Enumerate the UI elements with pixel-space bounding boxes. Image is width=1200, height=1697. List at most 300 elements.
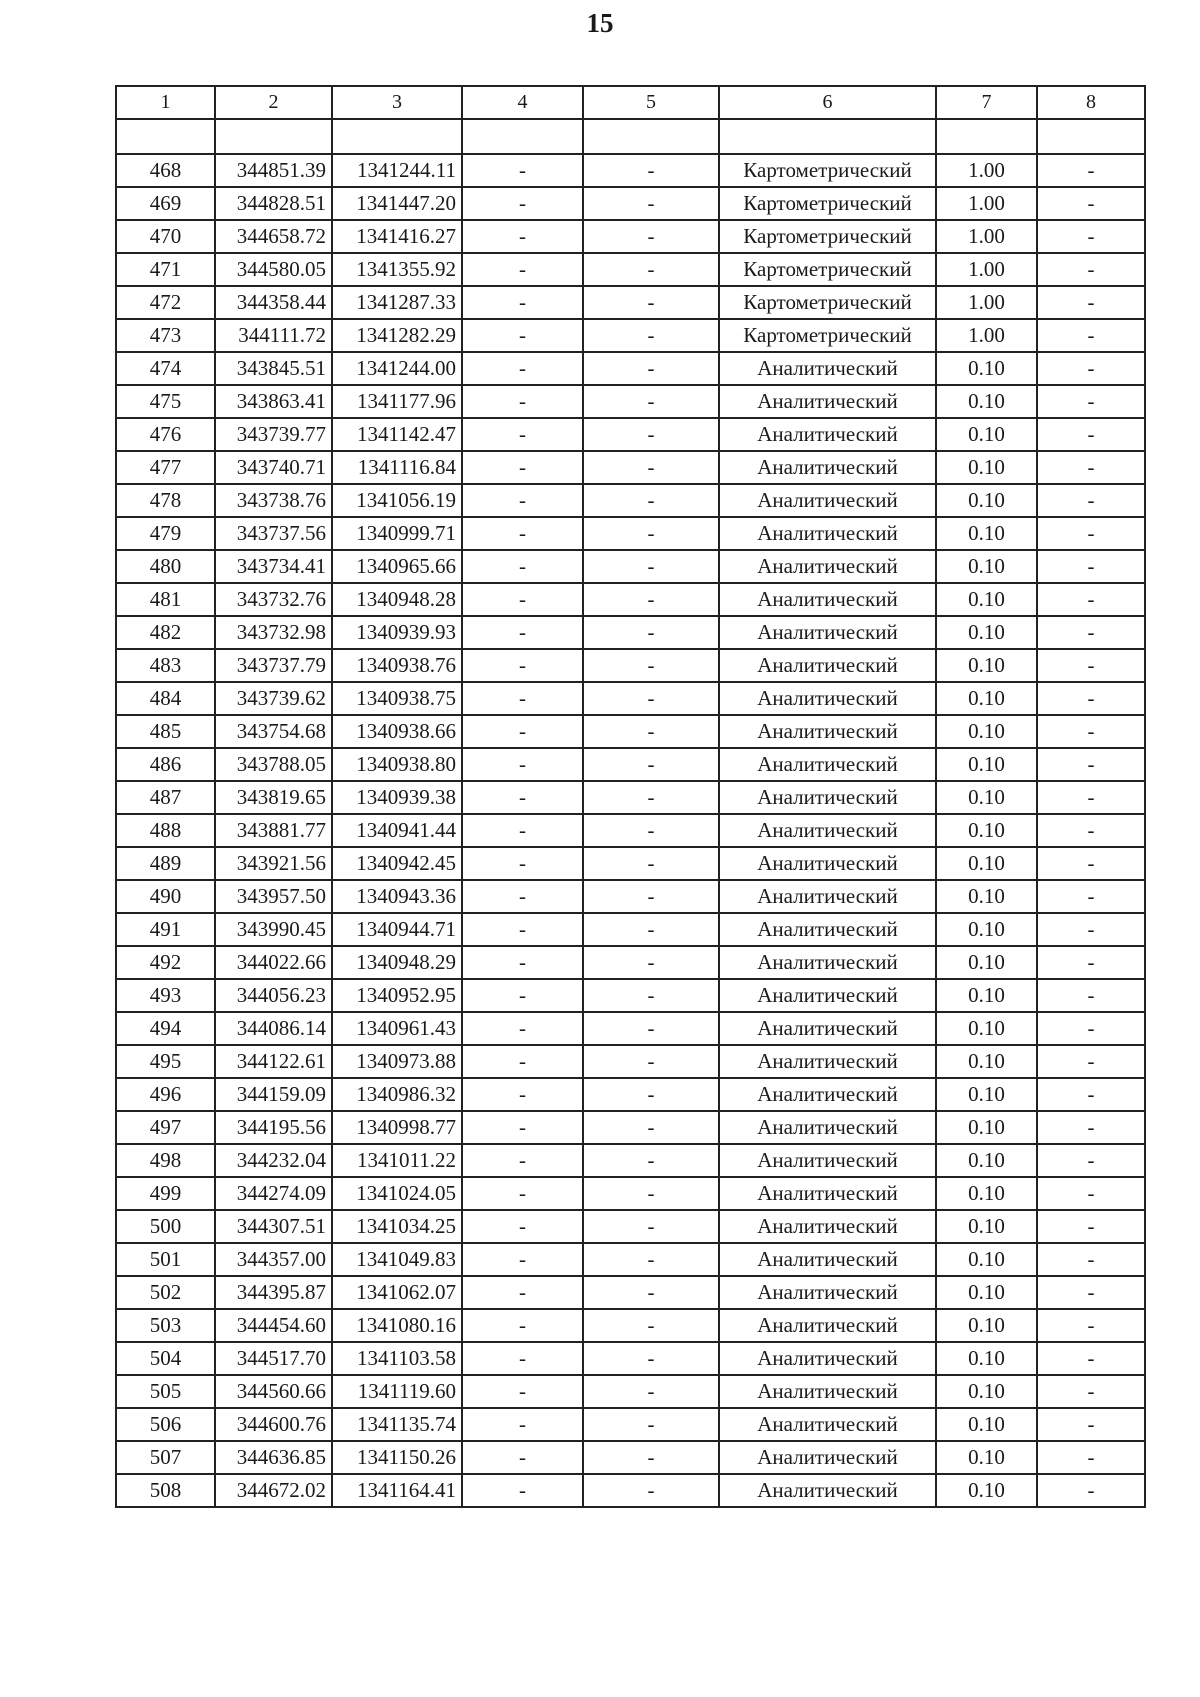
method-cell: Аналитический [719, 1144, 936, 1177]
point-number-cell: 480 [116, 550, 215, 583]
table-row [116, 1078, 1145, 1111]
x-coordinate-cell: 343845.51 [215, 352, 332, 385]
x-coordinate-cell: 343737.56 [215, 517, 332, 550]
accuracy-cell: 0.10 [936, 979, 1037, 1012]
method-cell: Аналитический [719, 616, 936, 649]
point-number-cell: 496 [116, 1078, 215, 1111]
col8-cell: - [1037, 220, 1145, 253]
x-coordinate-cell: 343863.41 [215, 385, 332, 418]
method-cell: Аналитический [719, 1177, 936, 1210]
accuracy-cell: 0.10 [936, 946, 1037, 979]
table-row [116, 1111, 1145, 1144]
table-row [116, 385, 1145, 418]
col5-cell: - [583, 748, 719, 781]
empty-cell [332, 119, 462, 154]
col4-cell: - [462, 319, 583, 352]
col5-cell: - [583, 484, 719, 517]
accuracy-cell: 0.10 [936, 418, 1037, 451]
x-coordinate-cell: 344672.02 [215, 1474, 332, 1507]
point-number-cell: 479 [116, 517, 215, 550]
y-coordinate-cell: 1340943.36 [332, 880, 462, 913]
table-row [116, 979, 1145, 1012]
accuracy-cell: 1.00 [936, 187, 1037, 220]
y-coordinate-cell: 1340999.71 [332, 517, 462, 550]
accuracy-cell: 0.10 [936, 814, 1037, 847]
x-coordinate-cell: 344122.61 [215, 1045, 332, 1078]
accuracy-cell: 0.10 [936, 550, 1037, 583]
point-number-cell: 507 [116, 1441, 215, 1474]
point-number-cell: 502 [116, 1276, 215, 1309]
x-coordinate-cell: 344195.56 [215, 1111, 332, 1144]
empty-cell [719, 119, 936, 154]
col8-cell: - [1037, 253, 1145, 286]
col4-cell: - [462, 913, 583, 946]
y-coordinate-cell: 1341011.22 [332, 1144, 462, 1177]
col5-cell: - [583, 1078, 719, 1111]
table-row [116, 154, 1145, 187]
x-coordinate-cell: 344358.44 [215, 286, 332, 319]
col4-cell: - [462, 1045, 583, 1078]
col4-cell: - [462, 550, 583, 583]
y-coordinate-cell: 1341150.26 [332, 1441, 462, 1474]
col8-cell: - [1037, 1375, 1145, 1408]
y-coordinate-cell: 1340986.32 [332, 1078, 462, 1111]
x-coordinate-cell: 344828.51 [215, 187, 332, 220]
col5-cell: - [583, 880, 719, 913]
accuracy-cell: 0.10 [936, 1144, 1037, 1177]
column-header: 4 [462, 86, 583, 119]
y-coordinate-cell: 1341080.16 [332, 1309, 462, 1342]
method-cell: Аналитический [719, 1474, 936, 1507]
col8-cell: - [1037, 682, 1145, 715]
point-number-cell: 503 [116, 1309, 215, 1342]
table-row [116, 1243, 1145, 1276]
y-coordinate-cell: 1340965.66 [332, 550, 462, 583]
accuracy-cell: 0.10 [936, 781, 1037, 814]
x-coordinate-cell: 343957.50 [215, 880, 332, 913]
accuracy-cell: 0.10 [936, 1078, 1037, 1111]
col5-cell: - [583, 913, 719, 946]
table-row [116, 319, 1145, 352]
col4-cell: - [462, 1012, 583, 1045]
method-cell: Аналитический [719, 451, 936, 484]
col8-cell: - [1037, 1177, 1145, 1210]
y-coordinate-cell: 1340938.66 [332, 715, 462, 748]
col8-cell: - [1037, 715, 1145, 748]
method-cell: Картометрический [719, 286, 936, 319]
y-coordinate-cell: 1340938.76 [332, 649, 462, 682]
point-number-cell: 472 [116, 286, 215, 319]
empty-cell [462, 119, 583, 154]
y-coordinate-cell: 1341062.07 [332, 1276, 462, 1309]
method-cell: Аналитический [719, 352, 936, 385]
col4-cell: - [462, 286, 583, 319]
method-cell: Аналитический [719, 1210, 936, 1243]
x-coordinate-cell: 344600.76 [215, 1408, 332, 1441]
method-cell: Аналитический [719, 979, 936, 1012]
accuracy-cell: 1.00 [936, 286, 1037, 319]
point-number-cell: 478 [116, 484, 215, 517]
y-coordinate-cell: 1341056.19 [332, 484, 462, 517]
table-row [116, 1309, 1145, 1342]
x-coordinate-cell: 344307.51 [215, 1210, 332, 1243]
table-row [116, 847, 1145, 880]
col8-cell: - [1037, 913, 1145, 946]
col5-cell: - [583, 1408, 719, 1441]
y-coordinate-cell: 1341142.47 [332, 418, 462, 451]
method-cell: Аналитический [719, 814, 936, 847]
y-coordinate-cell: 1341119.60 [332, 1375, 462, 1408]
table-row [116, 682, 1145, 715]
y-coordinate-cell: 1340961.43 [332, 1012, 462, 1045]
x-coordinate-cell: 343819.65 [215, 781, 332, 814]
col4-cell: - [462, 1441, 583, 1474]
method-cell: Аналитический [719, 1012, 936, 1045]
accuracy-cell: 0.10 [936, 1375, 1037, 1408]
col8-cell: - [1037, 946, 1145, 979]
col8-cell: - [1037, 550, 1145, 583]
point-number-cell: 477 [116, 451, 215, 484]
col8-cell: - [1037, 352, 1145, 385]
point-number-cell: 504 [116, 1342, 215, 1375]
point-number-cell: 481 [116, 583, 215, 616]
table-row [116, 220, 1145, 253]
point-number-cell: 487 [116, 781, 215, 814]
col4-cell: - [462, 1210, 583, 1243]
accuracy-cell: 0.10 [936, 1045, 1037, 1078]
point-number-cell: 495 [116, 1045, 215, 1078]
col5-cell: - [583, 1375, 719, 1408]
x-coordinate-cell: 344395.87 [215, 1276, 332, 1309]
x-coordinate-cell: 344056.23 [215, 979, 332, 1012]
method-cell: Картометрический [719, 220, 936, 253]
col4-cell: - [462, 451, 583, 484]
empty-row [116, 119, 1145, 154]
y-coordinate-cell: 1341416.27 [332, 220, 462, 253]
col4-cell: - [462, 154, 583, 187]
accuracy-cell: 0.10 [936, 682, 1037, 715]
x-coordinate-cell: 343881.77 [215, 814, 332, 847]
col5-cell: - [583, 1474, 719, 1507]
point-number-cell: 497 [116, 1111, 215, 1144]
y-coordinate-cell: 1341282.29 [332, 319, 462, 352]
table-row [116, 286, 1145, 319]
col4-cell: - [462, 484, 583, 517]
y-coordinate-cell: 1340938.75 [332, 682, 462, 715]
method-cell: Аналитический [719, 1408, 936, 1441]
y-coordinate-cell: 1340939.93 [332, 616, 462, 649]
col8-cell: - [1037, 1408, 1145, 1441]
accuracy-cell: 0.10 [936, 913, 1037, 946]
x-coordinate-cell: 344159.09 [215, 1078, 332, 1111]
col4-cell: - [462, 1342, 583, 1375]
col5-cell: - [583, 682, 719, 715]
col5-cell: - [583, 1210, 719, 1243]
y-coordinate-cell: 1341135.74 [332, 1408, 462, 1441]
column-header: 8 [1037, 86, 1145, 119]
table-row [116, 1276, 1145, 1309]
point-number-cell: 494 [116, 1012, 215, 1045]
col4-cell: - [462, 517, 583, 550]
x-coordinate-cell: 343740.71 [215, 451, 332, 484]
col8-cell: - [1037, 1243, 1145, 1276]
x-coordinate-cell: 343739.77 [215, 418, 332, 451]
accuracy-cell: 0.10 [936, 1474, 1037, 1507]
table-row [116, 484, 1145, 517]
y-coordinate-cell: 1340973.88 [332, 1045, 462, 1078]
table-row [116, 946, 1145, 979]
method-cell: Аналитический [719, 517, 936, 550]
table-row [116, 1342, 1145, 1375]
y-coordinate-cell: 1341103.58 [332, 1342, 462, 1375]
table-row [116, 253, 1145, 286]
method-cell: Аналитический [719, 781, 936, 814]
col5-cell: - [583, 385, 719, 418]
point-number-cell: 500 [116, 1210, 215, 1243]
col8-cell: - [1037, 649, 1145, 682]
table-row [116, 748, 1145, 781]
col4-cell: - [462, 649, 583, 682]
table-row [116, 715, 1145, 748]
col4-cell: - [462, 1309, 583, 1342]
method-cell: Аналитический [719, 583, 936, 616]
col8-cell: - [1037, 484, 1145, 517]
point-number-cell: 499 [116, 1177, 215, 1210]
point-number-cell: 490 [116, 880, 215, 913]
y-coordinate-cell: 1341164.41 [332, 1474, 462, 1507]
col5-cell: - [583, 253, 719, 286]
accuracy-cell: 0.10 [936, 1309, 1037, 1342]
col8-cell: - [1037, 385, 1145, 418]
col5-cell: - [583, 319, 719, 352]
method-cell: Аналитический [719, 1078, 936, 1111]
table-row [116, 649, 1145, 682]
point-number-cell: 491 [116, 913, 215, 946]
x-coordinate-cell: 344580.05 [215, 253, 332, 286]
method-cell: Аналитический [719, 649, 936, 682]
point-number-cell: 492 [116, 946, 215, 979]
col5-cell: - [583, 220, 719, 253]
method-cell: Аналитический [719, 418, 936, 451]
col5-cell: - [583, 847, 719, 880]
y-coordinate-cell: 1341244.00 [332, 352, 462, 385]
accuracy-cell: 0.10 [936, 1342, 1037, 1375]
col5-cell: - [583, 1144, 719, 1177]
col5-cell: - [583, 550, 719, 583]
table-row [116, 1408, 1145, 1441]
y-coordinate-cell: 1340998.77 [332, 1111, 462, 1144]
col5-cell: - [583, 781, 719, 814]
col5-cell: - [583, 286, 719, 319]
point-number-cell: 489 [116, 847, 215, 880]
col4-cell: - [462, 352, 583, 385]
col4-cell: - [462, 1177, 583, 1210]
col5-cell: - [583, 1441, 719, 1474]
x-coordinate-cell: 343739.62 [215, 682, 332, 715]
col4-cell: - [462, 253, 583, 286]
accuracy-cell: 0.10 [936, 1243, 1037, 1276]
accuracy-cell: 0.10 [936, 1408, 1037, 1441]
column-header: 3 [332, 86, 462, 119]
x-coordinate-cell: 344636.85 [215, 1441, 332, 1474]
x-coordinate-cell: 343921.56 [215, 847, 332, 880]
x-coordinate-cell: 343737.79 [215, 649, 332, 682]
col4-cell: - [462, 1408, 583, 1441]
col5-cell: - [583, 1012, 719, 1045]
method-cell: Аналитический [719, 1309, 936, 1342]
x-coordinate-cell: 344851.39 [215, 154, 332, 187]
table-row [116, 1012, 1145, 1045]
point-number-cell: 483 [116, 649, 215, 682]
coordinates-table [115, 85, 1146, 1508]
method-cell: Аналитический [719, 913, 936, 946]
y-coordinate-cell: 1341034.25 [332, 1210, 462, 1243]
empty-cell [583, 119, 719, 154]
table-row [116, 1474, 1145, 1507]
col8-cell: - [1037, 451, 1145, 484]
method-cell: Аналитический [719, 1111, 936, 1144]
col5-cell: - [583, 352, 719, 385]
point-number-cell: 476 [116, 418, 215, 451]
accuracy-cell: 0.10 [936, 1276, 1037, 1309]
y-coordinate-cell: 1340948.28 [332, 583, 462, 616]
col8-cell: - [1037, 418, 1145, 451]
y-coordinate-cell: 1340941.44 [332, 814, 462, 847]
table-row [116, 1144, 1145, 1177]
col5-cell: - [583, 649, 719, 682]
point-number-cell: 493 [116, 979, 215, 1012]
col8-cell: - [1037, 1012, 1145, 1045]
empty-cell [936, 119, 1037, 154]
col5-cell: - [583, 715, 719, 748]
x-coordinate-cell: 343732.76 [215, 583, 332, 616]
col4-cell: - [462, 814, 583, 847]
page-number: 15 [586, 8, 614, 38]
x-coordinate-cell: 343734.41 [215, 550, 332, 583]
accuracy-cell: 0.10 [936, 649, 1037, 682]
accuracy-cell: 0.10 [936, 517, 1037, 550]
point-number-cell: 484 [116, 682, 215, 715]
method-cell: Картометрический [719, 154, 936, 187]
col5-cell: - [583, 418, 719, 451]
x-coordinate-cell: 344658.72 [215, 220, 332, 253]
point-number-cell: 488 [116, 814, 215, 847]
col5-cell: - [583, 1111, 719, 1144]
table-row [116, 814, 1145, 847]
point-number-cell: 498 [116, 1144, 215, 1177]
col5-cell: - [583, 946, 719, 979]
col8-cell: - [1037, 1276, 1145, 1309]
x-coordinate-cell: 343754.68 [215, 715, 332, 748]
table-row [116, 583, 1145, 616]
point-number-cell: 501 [116, 1243, 215, 1276]
col4-cell: - [462, 1078, 583, 1111]
table-row [116, 352, 1145, 385]
accuracy-cell: 0.10 [936, 583, 1037, 616]
x-coordinate-cell: 343788.05 [215, 748, 332, 781]
table-row [116, 880, 1145, 913]
col8-cell: - [1037, 1045, 1145, 1078]
col5-cell: - [583, 1309, 719, 1342]
table-row [116, 913, 1145, 946]
col5-cell: - [583, 1177, 719, 1210]
accuracy-cell: 0.10 [936, 484, 1037, 517]
accuracy-cell: 0.10 [936, 1111, 1037, 1144]
method-cell: Аналитический [719, 1243, 936, 1276]
table-row [116, 1441, 1145, 1474]
col8-cell: - [1037, 1309, 1145, 1342]
method-cell: Аналитический [719, 1375, 936, 1408]
accuracy-cell: 0.10 [936, 715, 1037, 748]
col8-cell: - [1037, 616, 1145, 649]
accuracy-cell: 0.10 [936, 880, 1037, 913]
table-row [116, 1045, 1145, 1078]
table-body [116, 86, 1145, 1507]
table-row [116, 550, 1145, 583]
table-row [116, 1375, 1145, 1408]
table-row [116, 187, 1145, 220]
col8-cell: - [1037, 748, 1145, 781]
method-cell: Аналитический [719, 748, 936, 781]
y-coordinate-cell: 1341244.11 [332, 154, 462, 187]
col5-cell: - [583, 979, 719, 1012]
point-number-cell: 471 [116, 253, 215, 286]
y-coordinate-cell: 1341447.20 [332, 187, 462, 220]
col5-cell: - [583, 814, 719, 847]
y-coordinate-cell: 1340944.71 [332, 913, 462, 946]
x-coordinate-cell: 344517.70 [215, 1342, 332, 1375]
method-cell: Аналитический [719, 484, 936, 517]
empty-cell [1037, 119, 1145, 154]
point-number-cell: 469 [116, 187, 215, 220]
method-cell: Аналитический [719, 1342, 936, 1375]
col8-cell: - [1037, 847, 1145, 880]
col8-cell: - [1037, 286, 1145, 319]
method-cell: Картометрический [719, 319, 936, 352]
col5-cell: - [583, 616, 719, 649]
table-row [116, 418, 1145, 451]
x-coordinate-cell: 344111.72 [215, 319, 332, 352]
accuracy-cell: 0.10 [936, 385, 1037, 418]
col4-cell: - [462, 385, 583, 418]
col4-cell: - [462, 1276, 583, 1309]
col4-cell: - [462, 748, 583, 781]
col4-cell: - [462, 1243, 583, 1276]
col8-cell: - [1037, 583, 1145, 616]
x-coordinate-cell: 343990.45 [215, 913, 332, 946]
method-cell: Аналитический [719, 550, 936, 583]
accuracy-cell: 1.00 [936, 154, 1037, 187]
col5-cell: - [583, 187, 719, 220]
col5-cell: - [583, 1045, 719, 1078]
y-coordinate-cell: 1340939.38 [332, 781, 462, 814]
x-coordinate-cell: 344086.14 [215, 1012, 332, 1045]
y-coordinate-cell: 1341355.92 [332, 253, 462, 286]
method-cell: Аналитический [719, 847, 936, 880]
col4-cell: - [462, 1474, 583, 1507]
accuracy-cell: 0.10 [936, 847, 1037, 880]
point-number-cell: 508 [116, 1474, 215, 1507]
accuracy-cell: 1.00 [936, 253, 1037, 286]
x-coordinate-cell: 343732.98 [215, 616, 332, 649]
accuracy-cell: 1.00 [936, 220, 1037, 253]
accuracy-cell: 0.10 [936, 1441, 1037, 1474]
column-header: 6 [719, 86, 936, 119]
col8-cell: - [1037, 1474, 1145, 1507]
y-coordinate-cell: 1341049.83 [332, 1243, 462, 1276]
method-cell: Аналитический [719, 880, 936, 913]
col8-cell: - [1037, 979, 1145, 1012]
